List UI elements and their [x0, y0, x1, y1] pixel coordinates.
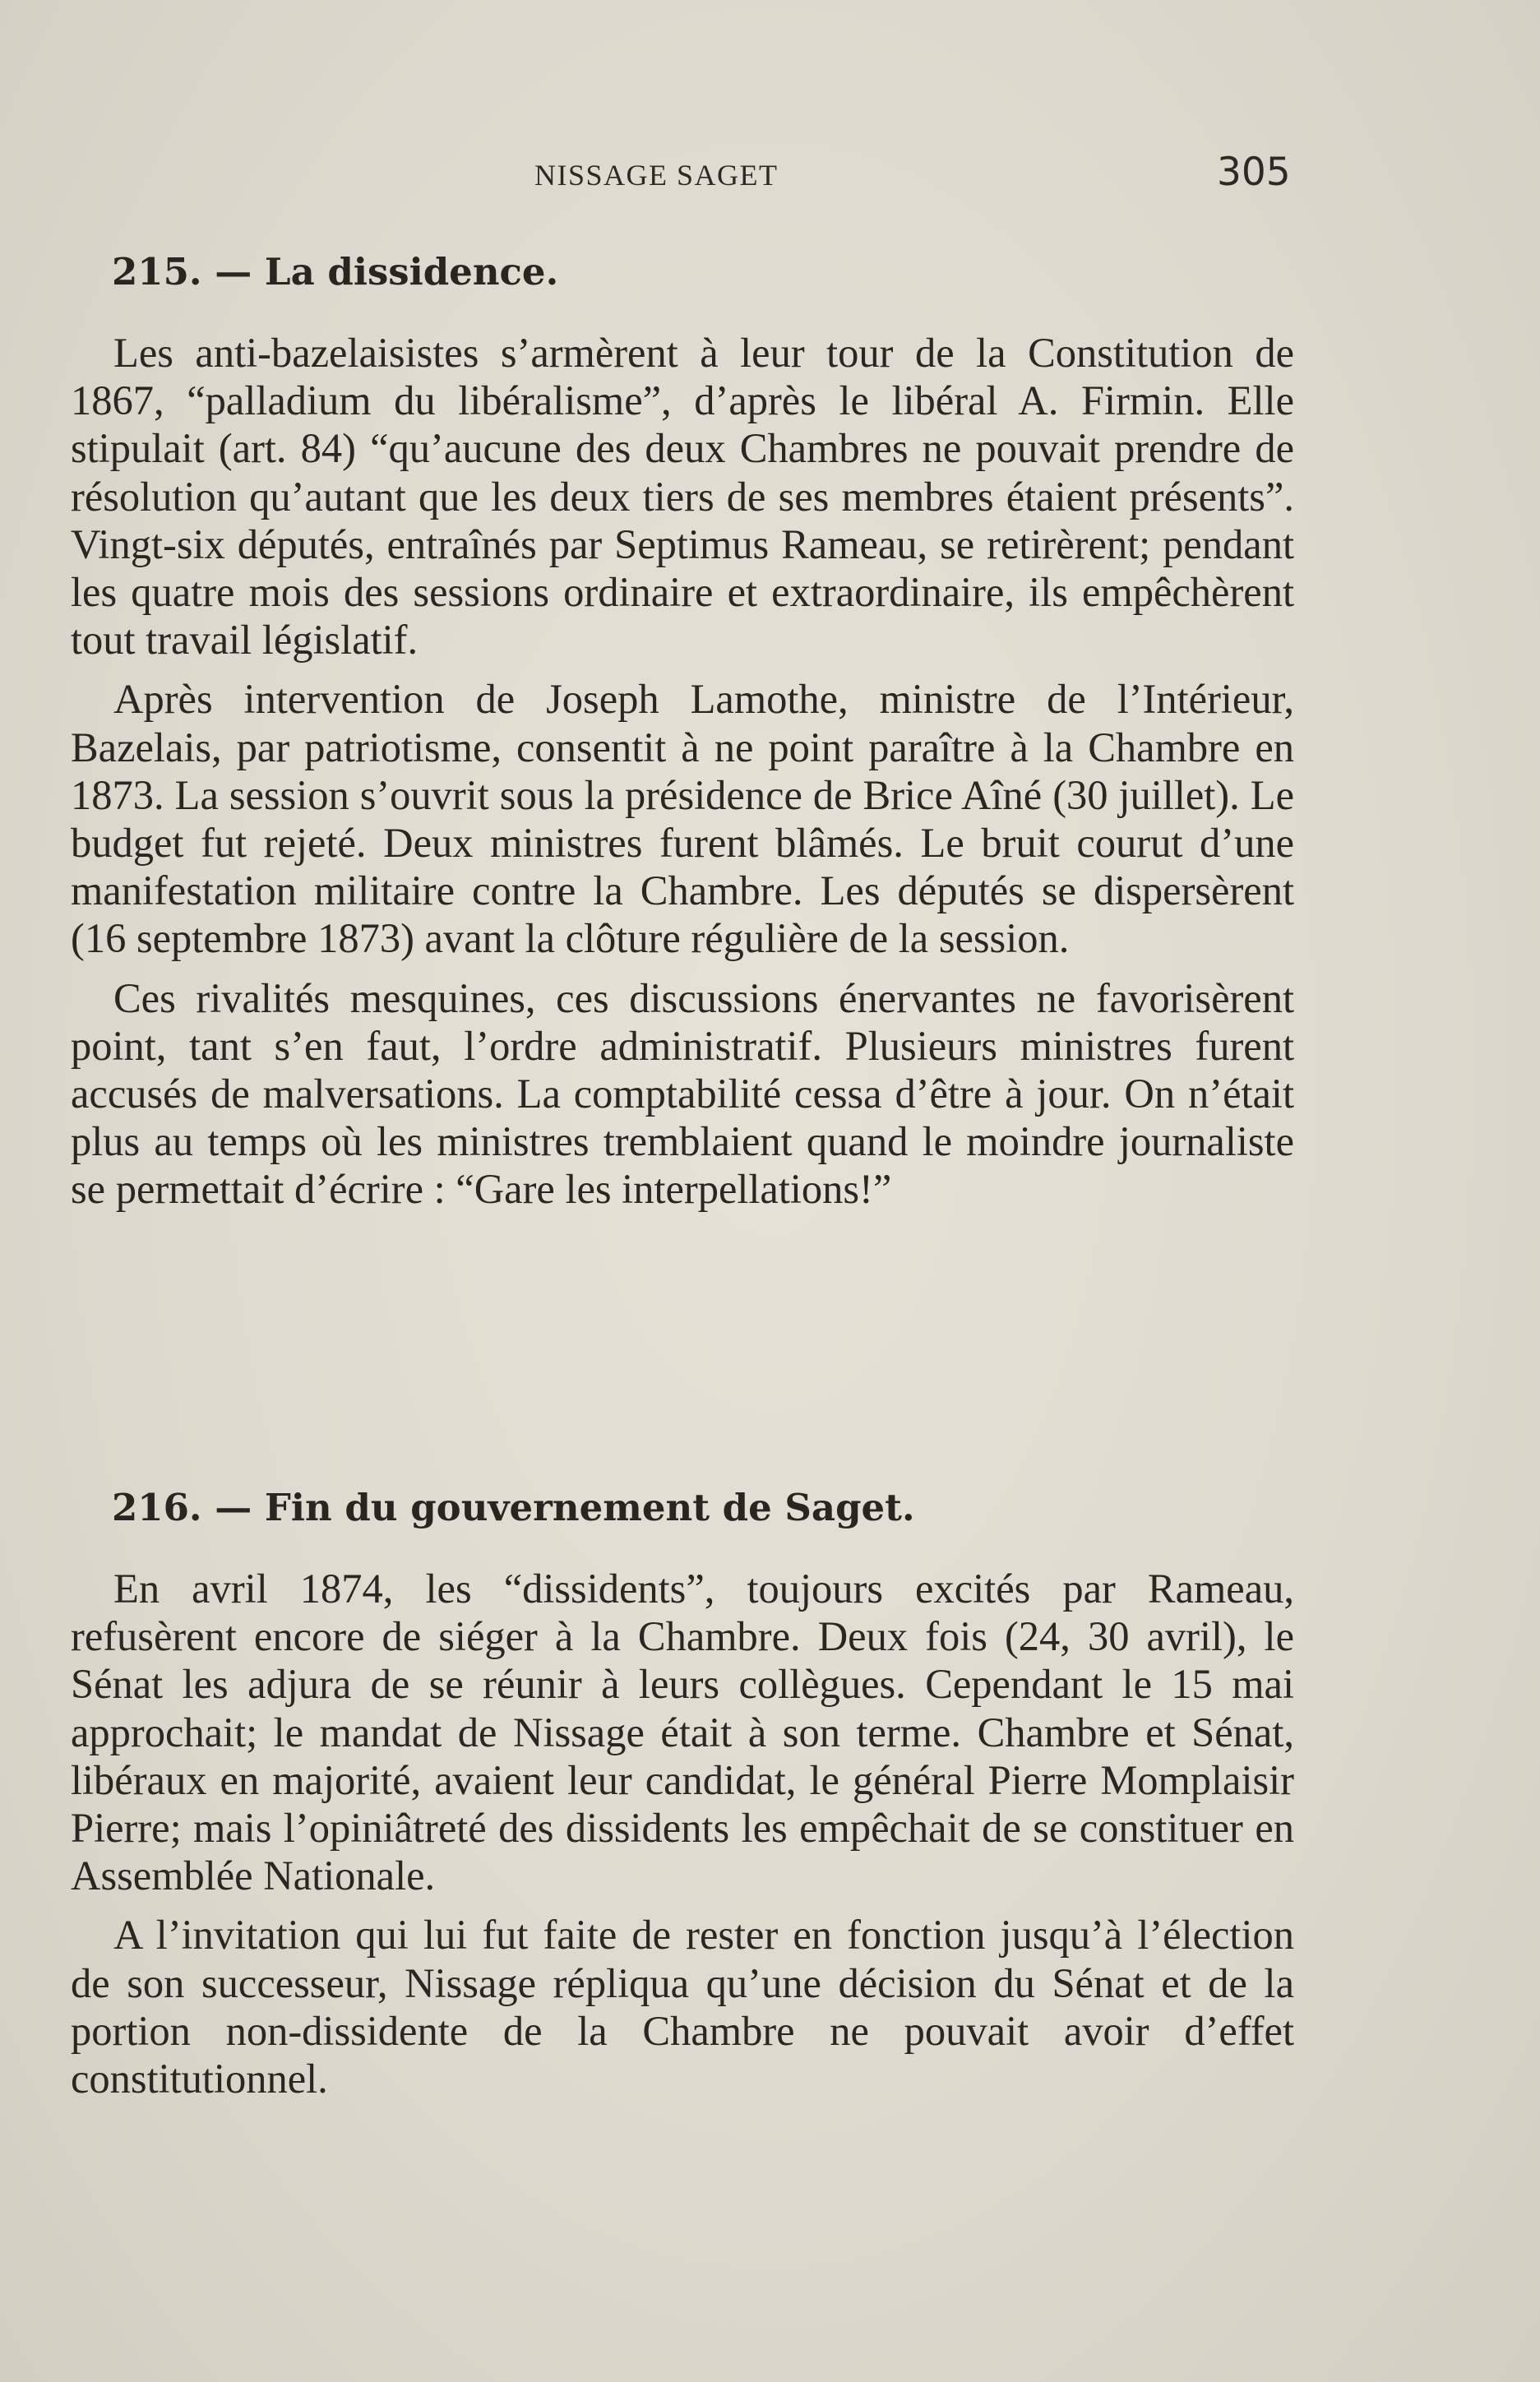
paragraph: A l’invitation qui lui fut faite de rester en fonction jusqu’à l’élection de son successeur, Nissage répliqua qu’une décision du Sénat et de la portion non-dissidente de la Chambre ne pouvait avoir d’effet constitutionnel. — [71, 1912, 1294, 2102]
paragraph: Après intervention de Joseph Lamothe, ministre de l’Intérieur, Bazelais, par patriotisme, consentit à ne point paraître à la Chambre en 1873. La session s’ouvrit sous la présidence de Brice Aîné (30 juillet). Le budget fut rejeté. Deux ministres furent blâmés. Le bruit courut d’une manifestation militaire contre la Chambre. Les députés se dispersèrent (16 septembre 1873) avant la clôture régulière de la session. — [71, 676, 1294, 962]
paragraph: Ces rivalités mesquines, ces discussions énervantes ne favorisèrent point, tant s’en faut, l’ordre administratif. Plusieurs ministres furent accusés de malversations. La comptabilité cessa d’être à jour. On n’était plus au temps où les ministres tremblaient quand le moindre journaliste se permettait d’écrire : “Gare les interpellations!” — [71, 974, 1294, 1213]
running-title: NISSAGE SAGET — [534, 159, 779, 192]
section-heading: 216. — Fin du gouvernement de Saget. — [112, 1486, 915, 1529]
section-heading: 215. — La dissidence. — [112, 250, 559, 294]
running-head — [0, 150, 1540, 199]
page-number: 305 — [1217, 150, 1291, 195]
paragraph: Les anti-bazelaisistes s’armèrent à leur tour de la Constitution de 1867, “palladium du libéralisme”, d’après le libéral A. Firmin. Elle stipulait (art. 84) “qu’aucune des deux Chambres ne pouvait prendre de résolution qu’autant que les deux tiers de ses membres étaient présents”. Vingt-six députés, entraînés par Septimus Rameau, se retirèrent; pendant les quatre mois des sessions ordinaire et extraordinaire, ils empêchèrent tout travail législatif. — [71, 330, 1294, 664]
paragraph: En avril 1874, les “dissidents”, toujours excités par Rameau, refusèrent encore de siéger à la Chambre. Deux fois (24, 30 avril), le Sénat les adjura de se réunir à leurs collègues. Cependant le 15 mai approchait; le mandat de Nissage était à son terme. Chambre et Sénat, libéraux en majorité, avaient leur candidat, le général Pierre Momplaisir Pierre; mais l’opiniâtreté des dissidents les empêchait de se constituer en Assemblée Nationale. — [71, 1566, 1294, 1899]
section-216 — [71, 1476, 1294, 2114]
section-215 — [71, 240, 1294, 1225]
